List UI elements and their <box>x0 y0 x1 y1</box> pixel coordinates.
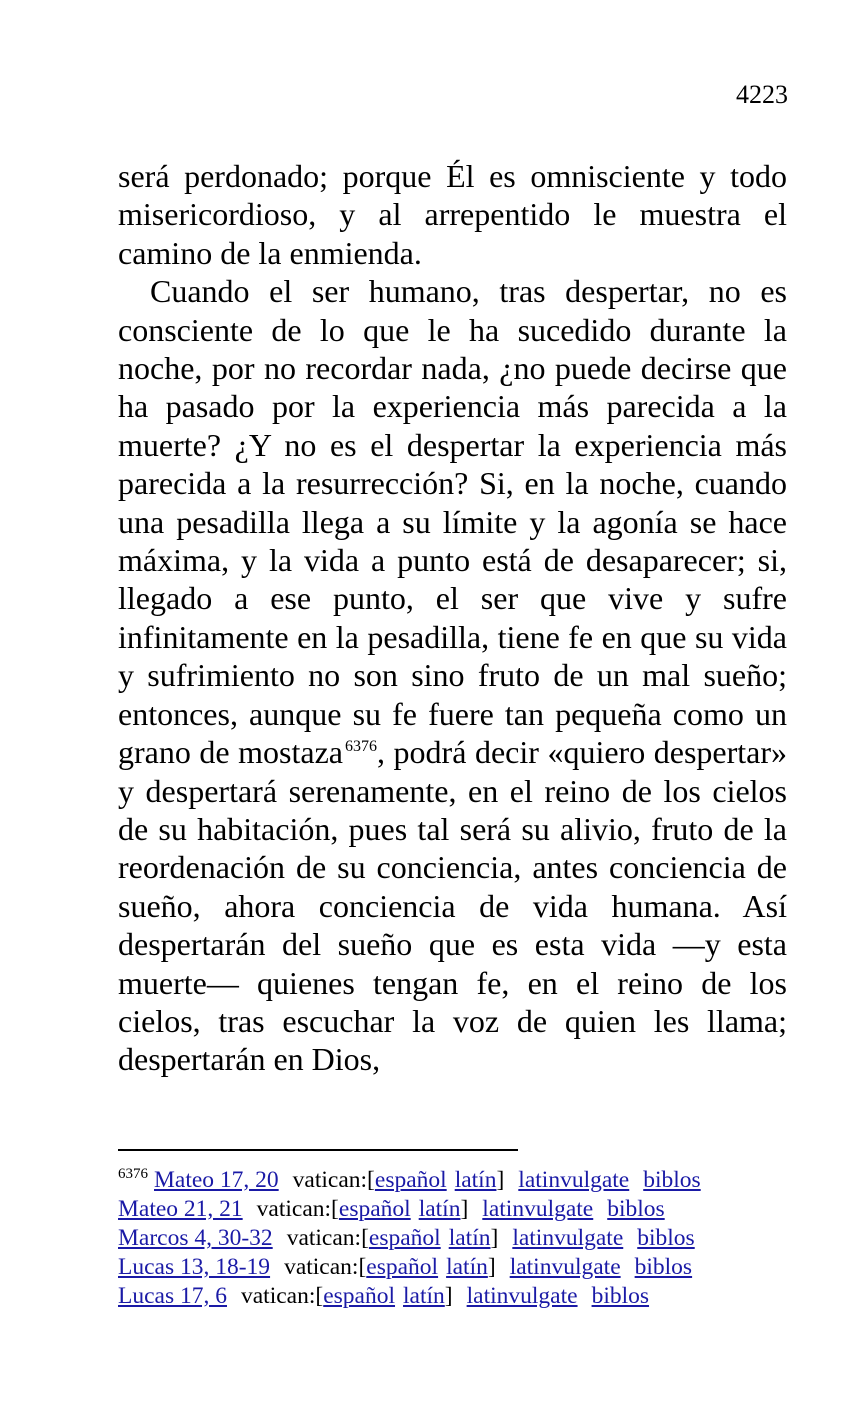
paragraph-2 <box>118 272 787 1079</box>
espanol-link[interactable]: español <box>368 1225 441 1251</box>
biblos-link[interactable]: biblos <box>607 1196 665 1222</box>
biblos-link[interactable]: biblos <box>591 1283 650 1309</box>
footnote-line <box>118 1195 808 1224</box>
footnote-line <box>118 1282 808 1311</box>
latin-link[interactable]: latín <box>454 1167 497 1193</box>
footnote-block <box>118 1166 808 1311</box>
close-bracket: ] <box>487 1254 496 1280</box>
scripture-ref-link[interactable]: Lucas 13, 18-19 <box>118 1254 271 1280</box>
biblos-link[interactable]: biblos <box>634 1254 693 1280</box>
close-bracket: ] <box>496 1167 505 1193</box>
footnote-number: 6376 <box>118 1166 148 1183</box>
espanol-link[interactable]: español <box>323 1283 396 1309</box>
espanol-link[interactable]: español <box>366 1254 439 1280</box>
latin-link[interactable]: latín <box>448 1225 491 1251</box>
latin-link[interactable]: latín <box>446 1254 488 1280</box>
paragraph-2-text-end: , podrá decir «quiero despertar» y despertará serenamente, en el reino de los cielos de su habitación, pues tal será su alivio, fruto de la reordenación de su conciencia, antes conciencia de sueño, ahora conciencia de vida humana. Así despertarán del sueño que es esta vida —y esta muerte— quienes tengan fe, en el reino de los cielos, tras escuchar la voz de quien les llama; despertarán en Dios, <box>118 734 788 1078</box>
scripture-ref-link[interactable]: Lucas 17, 6 <box>118 1283 227 1309</box>
footnote-reference: 6376 <box>345 738 377 756</box>
latinvulgate-link[interactable]: latinvulgate <box>509 1254 621 1280</box>
latinvulgate-link[interactable]: latinvulgate <box>518 1167 630 1193</box>
latinvulgate-link[interactable]: latinvulgate <box>482 1196 594 1222</box>
footnote-separator <box>118 1149 518 1151</box>
vatican-label: vatican:[ <box>241 1283 324 1309</box>
scripture-ref-link[interactable]: Mateo 21, 21 <box>118 1196 243 1222</box>
espanol-link[interactable]: español <box>374 1167 447 1193</box>
vatican-label: vatican:[ <box>284 1254 367 1280</box>
close-bracket: ] <box>460 1196 469 1222</box>
vatican-label: vatican:[ <box>256 1196 339 1222</box>
page-number: 4223 <box>736 80 788 109</box>
scripture-ref-link[interactable]: Mateo 17, 20 <box>154 1167 279 1193</box>
body-text <box>118 157 787 1079</box>
biblos-link[interactable]: biblos <box>637 1225 695 1251</box>
latinvulgate-link[interactable]: latinvulgate <box>466 1283 578 1309</box>
latin-link[interactable]: latín <box>418 1196 461 1222</box>
footnote-line <box>118 1166 808 1195</box>
vatican-label: vatican:[ <box>292 1167 375 1193</box>
close-bracket: ] <box>444 1283 453 1309</box>
paragraph-1: será perdonado; porque Él es omnisciente y todo misericordioso, y al arrepentido le muestra el camino de la enmienda. <box>118 158 787 271</box>
scripture-ref-link[interactable]: Marcos 4, 30-32 <box>118 1225 273 1251</box>
vatican-label: vatican:[ <box>286 1225 369 1251</box>
footnote-line <box>118 1253 808 1282</box>
paragraph-2-text-start: Cuando el ser humano, tras despertar, no es consciente de lo que le ha sucedido durante la noche, por no recordar nada, ¿no puede decirse que ha pasado por la experiencia más parecida a la muerte? ¿Y no es el despertar la experiencia más parecida a la resurrección? Si, en la noche, cuando una pesadilla llega a su límite y la agonía se hace máxima, y la vida a punto está de desaparecer; si, llegado a ese punto, el ser que vive y sufre infinitamente en la pesadilla, tiene fe en que su vida y sufrimiento no son sino fruto de un mal sueño; entonces, aunque su fe fuere tan pequeña como un grano de mostaza <box>118 273 787 771</box>
biblos-link[interactable]: biblos <box>643 1167 701 1193</box>
latinvulgate-link[interactable]: latinvulgate <box>512 1225 624 1251</box>
espanol-link[interactable]: español <box>338 1196 411 1222</box>
close-bracket: ] <box>490 1225 499 1251</box>
latin-link[interactable]: latín <box>403 1283 445 1309</box>
footnote-line <box>118 1224 808 1253</box>
